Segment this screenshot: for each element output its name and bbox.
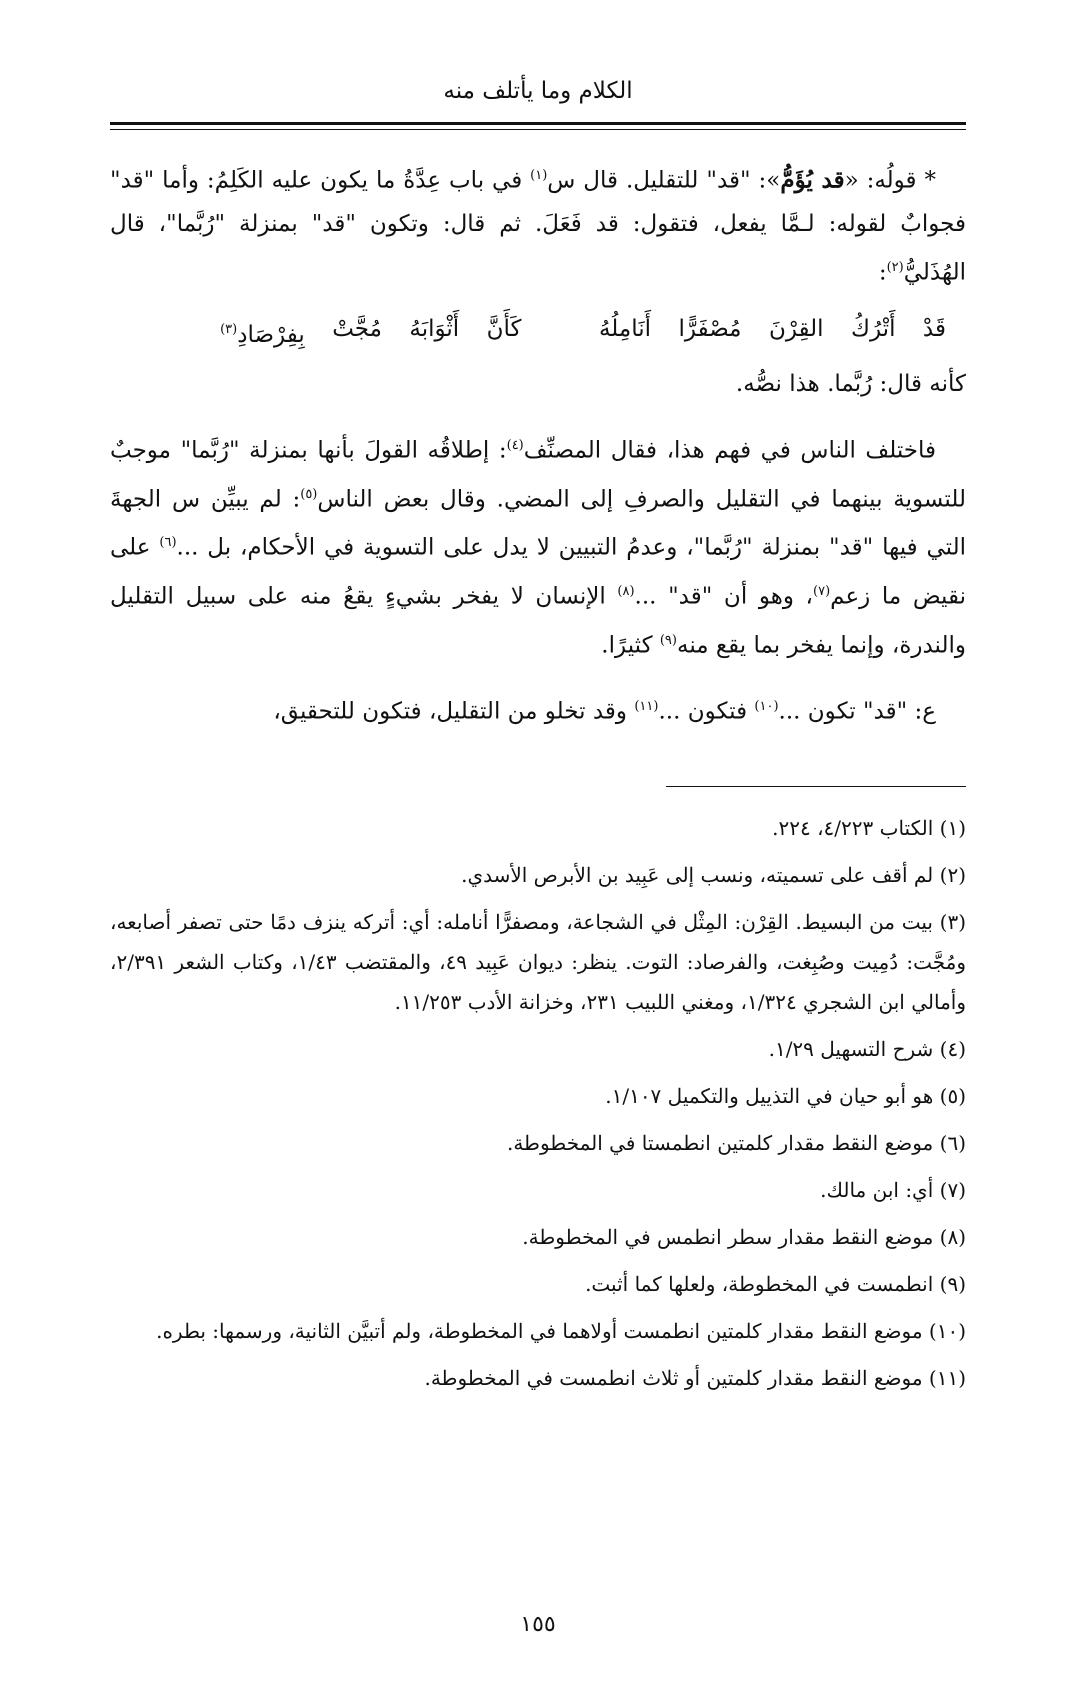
paragraph-1	[110, 154, 966, 294]
paragraph-4	[110, 685, 966, 734]
text-run: وقد تخلو من التقليل، فتكون للتحقيق،	[273, 698, 635, 725]
verse-word: قَدْ	[922, 316, 946, 343]
footnote-ref-8[interactable]: (٨)	[617, 583, 635, 599]
footnote: (١١) موضع النقط مقدار كلمتين أو ثلاث انطمست في المخطوطة.	[424, 1366, 966, 1390]
page	[110, 0, 966, 1698]
text-run: الإنسان لا يفخر بشيءٍ يقعُ منه على سبيل التقليل والندرة، وإنما يفخر بما يقع منه	[110, 583, 966, 659]
verse-word: مُصْفَرًّا	[678, 316, 742, 343]
footnotes	[110, 808, 966, 1405]
main-text	[110, 154, 966, 734]
text-run: :	[878, 259, 887, 286]
text-run: ، وهو أن "قد" ...	[634, 583, 813, 610]
text-run: فتكون ...	[658, 698, 755, 725]
footnote-ref-7[interactable]: (٧)	[813, 583, 831, 599]
footnote: (٩) انطمست في المخطوطة، ولعلها كما أثبت.	[585, 1272, 966, 1296]
verse-word: القِرْنَ	[768, 316, 824, 343]
poetry-verse	[110, 308, 966, 357]
verse-word: أَثْوَابَهُ	[409, 316, 460, 343]
page-number: ١٥٥	[520, 1612, 556, 1637]
footnote-ref-5[interactable]: (٥)	[300, 486, 318, 502]
footnote: (٧) أي: ابن مالك.	[820, 1178, 966, 1202]
paragraph-2: كأنه قال: رُبَّما. هذا نصُّه.	[735, 370, 966, 397]
text-run: : لم يبيِّن س الجهةَ التي فيها "قد" بمنزلة "رُبَّما"، وعدمُ التبيين لا يدل على التسوية في الأحكام، بل ...	[110, 486, 966, 561]
footnote: (٨) موضع النقط مقدار سطر انطمس في المخطوطة.	[522, 1225, 966, 1249]
header-rule-thin	[110, 129, 966, 130]
text-run: ع: "قد" تكون ...	[778, 698, 936, 725]
footnote-ref-9[interactable]: (٩)	[659, 632, 677, 648]
verse-word: مُجَّتْ	[332, 316, 382, 343]
text-run: * قولُه: «	[844, 167, 936, 194]
footnote: (٣) بيت من البسيط. القِرْن: المِثْل في الشجاعة، ومصفرًّا أنامله: أي: أتركه ينزف دمًا حتى تصفر أصابعه، ومُجَّت: دُمِيت وصُبِغت، والفرصاد: التوت. ينظر: ديوان عَبِيد ٤٩، والمقتضب ١/٤٣، وكتاب الشعر ٢/٣٩١، وأمالي ابن الشجري ١/٣٢٤، ومغني اللبيب ٢٣١، وخزانة الأدب ١١/٢٥٣.	[110, 910, 966, 1014]
text-run: : إطلاقُه القولَ بأنها بمنزلة "رُبَّما" موجبٌ للتسوية بينهما في التقليل والصرفِ إلى المضي. وقال بعض الناس	[110, 437, 966, 513]
verse-word-last	[220, 308, 305, 357]
text-run: على نقيض ما زعم	[110, 534, 966, 610]
text-run: فاختلف الناس في فهم هذا، فقال المصنِّف	[523, 437, 936, 464]
footnote-ref-2[interactable]: (٢)	[886, 259, 904, 275]
footnote: (٤) شرح التسهيل ١/٢٩.	[768, 1037, 966, 1061]
footnote-ref-6[interactable]: (٦)	[159, 535, 177, 551]
footnote-separator	[666, 786, 966, 787]
running-header: الكلام وما يأتلف منه	[443, 78, 633, 104]
text-run: »: "قد" للتقليل. قال س	[547, 167, 781, 194]
footnote-ref-4[interactable]: (٤)	[506, 437, 524, 453]
verse-word: كَأَنَّ	[486, 316, 522, 343]
footnote-ref-10[interactable]: (١٠)	[754, 699, 779, 715]
header-rule-thick	[110, 122, 966, 125]
paragraph-3	[110, 424, 966, 667]
footnote-ref-1[interactable]: (١)	[530, 168, 548, 183]
bold-term: قد يُؤَمُّ	[780, 166, 845, 194]
verse-word: أَتْرُكُ	[851, 316, 896, 343]
footnote: (٦) موضع النقط مقدار كلمتين انطمستا في المخطوطة.	[506, 1131, 966, 1155]
footnote: (١٠) موضع النقط مقدار كلمتين انطمست أولاهما في المخطوطة، ولم أتبيَّن الثانية، ورسمها: بطره.	[156, 1319, 966, 1343]
footnote-ref-3[interactable]: (٣)	[220, 322, 238, 338]
footnote: (٢) لم أقف على تسميته، ونسب إلى عَبِيد بن الأبرص الأسدي.	[461, 863, 966, 887]
footnote: (٥) هو أبو حيان في التذييل والتكميل ١/١٠٧.	[605, 1084, 966, 1108]
footnote-ref-11[interactable]: (١١)	[634, 699, 659, 715]
verse-word: بِفِرْصَادِ	[237, 321, 305, 348]
text-run: في باب عِدَّةُ ما يكون عليه الكَلِمُ: وأما "قد" فجوابٌ لقوله: لـمَّا يفعل، فتقول: قد فَعَلَ. ثم قال: وتكون "قد" بمنزلة "رُبَّما"، قال الهُذَليُّ	[110, 167, 966, 286]
text-run: كثيرًا.	[601, 632, 660, 659]
footnote: (١) الكتاب ٤/٢٢٣، ٢٢٤.	[772, 816, 966, 840]
verse-word: أَنَامِلُهُ	[598, 316, 652, 343]
